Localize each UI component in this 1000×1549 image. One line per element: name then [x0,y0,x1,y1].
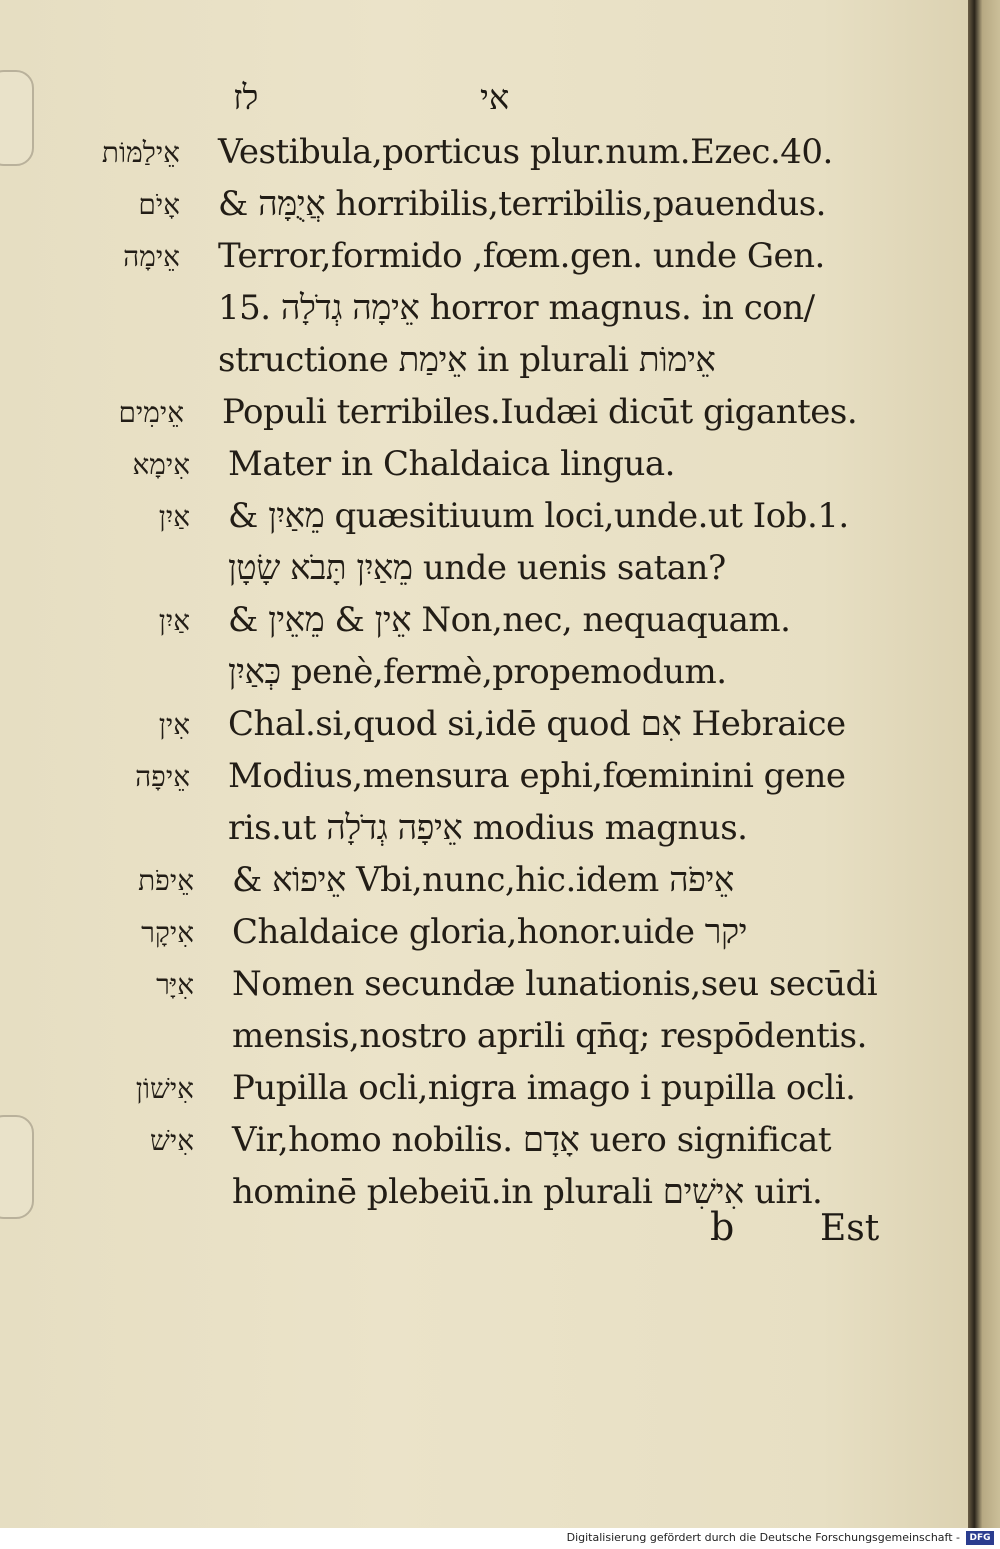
line-text: & אֲיֻמָּה horribilis,terribilis,pauendus. [218,184,826,224]
text-line [0,494,968,546]
credit-text: Digitalisierung gefördert durch die Deutsche Forschungsgemeinschaft - [566,1531,960,1544]
line-text: מֵאַיִן תָּבֹא שָׂטָן unde uenis satan? [228,548,726,588]
line-text: Modius,mensura ephi,fœminini gene [228,756,846,796]
hebrew-headword: אֵיפֹת [138,864,194,897]
hebrew-headword: אָיֹם [138,188,180,221]
folio-number: לז [233,78,259,118]
line-text: & אֵיפוֹא Vbi,nunc,hic.idem אֵיפֹה [232,860,734,900]
line-text: Chaldaice gloria,honor.uide יקר [232,912,748,952]
text-block [0,130,968,1222]
line-text: Mater in Chaldaica lingua. [228,444,675,484]
hebrew-headword: אֵילַמּוֹת [101,136,180,169]
credit-bar [0,1528,1000,1549]
line-text: & מֵאַיִן quæsitiuum loci,unde.ut Iob.1. [228,496,849,536]
text-line [0,962,968,1014]
text-line [0,546,968,598]
text-line [0,1014,968,1066]
text-line [0,1118,968,1170]
text-line [0,650,968,702]
text-line [0,338,968,390]
text-line [0,130,968,182]
text-line [0,858,968,910]
text-line [0,754,968,806]
catchword: Est [820,1208,880,1249]
hebrew-headword: אִימָא [132,448,190,481]
hebrew-headword: אֵימִים [118,396,184,429]
text-line [0,390,968,442]
line-text: structione אֵימַת in plurali אֵימוֹת [218,340,716,380]
hebrew-headword: אֵיפָה [135,760,190,793]
signature-mark: b [710,1205,735,1249]
line-text: hominē plebeiū.in plurali אִישִׁים uiri. [232,1172,823,1212]
text-line [0,702,968,754]
hebrew-headword: אִין [158,708,190,741]
gutter-edge [968,0,1000,1528]
text-line [0,910,968,962]
hebrew-headword: אֵימָה [123,240,180,273]
dfg-logo: DFG [966,1531,994,1545]
text-line [0,1066,968,1118]
line-text: Chal.si,quod si,idē quod אִם Hebraice [228,704,846,744]
line-text: & אֵין & מֵאֵין Non,nec, nequaquam. [228,600,791,640]
hebrew-headword: אִישׁ [150,1124,194,1157]
text-line [0,286,968,338]
hebrew-headword: אַיִן [158,500,190,533]
line-text: כְּאַיִן penè,fermè,propemodum. [228,652,727,692]
line-text: 15. אֵימָה גְדֹלָה horror magnus. in con/ [218,288,815,328]
line-text: Vestibula,porticus plur.num.Ezec.40. [218,132,833,172]
text-line [0,442,968,494]
text-line [0,234,968,286]
line-text: Terror,formido ,fœm.gen. unde Gen. [218,236,825,276]
line-text: Vir,homo nobilis. אָדָם uero significat [232,1120,831,1160]
text-line [0,806,968,858]
line-text: ris.ut אֵיפָה גְדֹלָה modius magnus. [228,808,748,848]
hebrew-headword: אַיִן [158,604,190,637]
line-text: Nomen secundæ lunationis,seu secūdi [232,964,878,1004]
text-line [0,182,968,234]
line-text: Populi terribiles.Iudæi dicūt gigantes. [222,392,858,432]
hebrew-headword: אִיקָר [141,916,194,949]
running-head: אי [480,78,510,118]
line-text: mensis,nostro aprili qn̄q; respōdentis. [232,1016,867,1056]
line-text: Pupilla ocli,nigra imago i pupilla ocli. [232,1068,856,1108]
hebrew-headword: אִיָּר [156,968,194,1001]
text-line [0,598,968,650]
hebrew-headword: אִישׁוֹן [135,1072,194,1105]
page-header [0,78,968,128]
